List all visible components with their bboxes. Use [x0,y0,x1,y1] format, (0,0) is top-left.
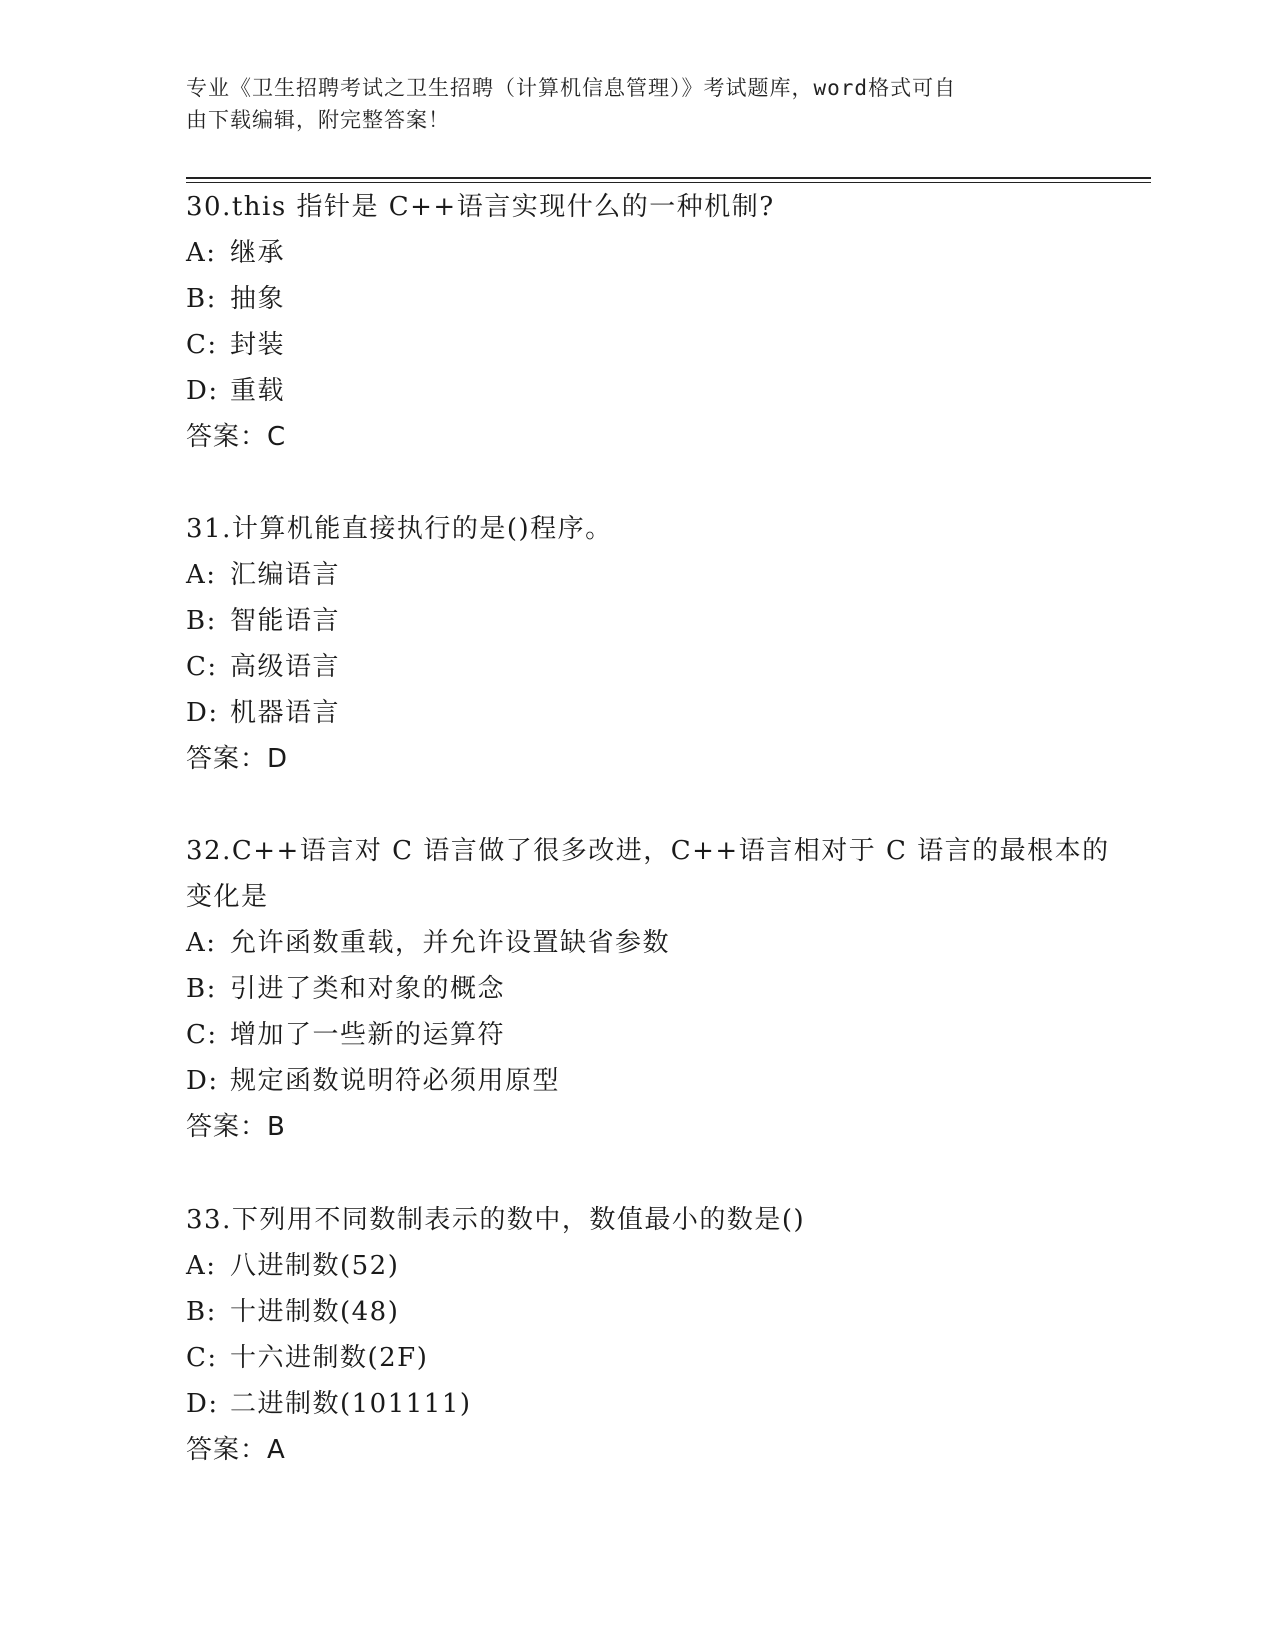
option-letter: B: [186,606,217,636]
answer-line: 答案：C [186,422,287,452]
option-c [186,644,1086,690]
option-text: 十进制数(48) [230,1297,400,1327]
option-text: 汇编语言 [230,560,341,590]
question-stem: 32.C++语言对 C 语言做了很多改进，C++语言相对于 C 语言的最根本的 [186,836,1110,866]
answer-line: 答案：D [186,744,289,774]
option-d [186,690,1086,736]
option-d [186,368,1086,414]
option-text: 规定函数说明符必须用原型 [230,1066,561,1096]
header-divider-thin [186,182,1151,183]
option-letter: C: [186,1020,218,1050]
option-letter: D: [186,1066,219,1096]
option-b [186,966,1086,1012]
option-text: 允许函数重载，并允许设置缺省参数 [230,928,671,958]
option-a [186,552,1086,598]
option-a [186,920,1086,966]
option-letter: A: [186,928,217,958]
header-divider-thick [186,177,1151,179]
option-text: 高级语言 [230,652,341,682]
question-32 [186,828,1110,1150]
option-letter: B: [186,284,217,314]
option-text: 增加了一些新的运算符 [230,1020,506,1050]
question-stem: 30.this 指针是 C++语言实现什么的一种机制? [186,192,775,222]
question-30 [186,184,1086,460]
option-letter: D: [186,698,219,728]
question-stem: 31.计算机能直接执行的是()程序。 [186,514,613,544]
option-d [186,1381,1086,1427]
option-letter: C: [186,1343,218,1373]
option-letter: C: [186,652,218,682]
option-text: 八进制数(52) [230,1251,400,1281]
option-text: 二进制数(101111) [230,1389,472,1419]
question-33 [186,1197,1086,1473]
option-d [186,1058,1086,1104]
option-letter: A: [186,560,217,590]
question-stem: 33.下列用不同数制表示的数中，数值最小的数是() [186,1205,806,1235]
option-letter: A: [186,1251,217,1281]
option-letter: A: [186,238,217,268]
option-text: 引进了类和对象的概念 [230,974,506,1004]
option-text: 机器语言 [230,698,341,728]
option-letter: C: [186,330,218,360]
answer-line: 答案：A [186,1435,286,1465]
option-letter: B: [186,1297,217,1327]
answer-line: 答案：B [186,1112,286,1142]
document-header [186,72,1086,136]
option-a [186,1243,1086,1289]
question-31 [186,506,1086,782]
option-text: 十六进制数(2F) [230,1343,429,1373]
option-b [186,276,1086,322]
option-b [186,1289,1086,1335]
header-line-1: 专业《卫生招聘考试之卫生招聘（计算机信息管理）》考试题库，word格式可自 [186,76,957,100]
option-text: 智能语言 [230,606,341,636]
option-letter: D: [186,376,219,406]
option-text: 重载 [230,376,286,406]
option-a [186,230,1086,276]
option-c [186,1335,1086,1381]
option-c [186,322,1086,368]
option-c [186,1012,1086,1058]
question-stem-continued: 变化是 [186,882,269,912]
option-letter: B: [186,974,217,1004]
option-text: 抽象 [230,284,286,314]
option-b [186,598,1086,644]
option-text: 继承 [230,238,286,268]
header-line-2: 由下载编辑，附完整答案！ [186,108,450,132]
option-letter: D: [186,1389,219,1419]
option-text: 封装 [230,330,286,360]
